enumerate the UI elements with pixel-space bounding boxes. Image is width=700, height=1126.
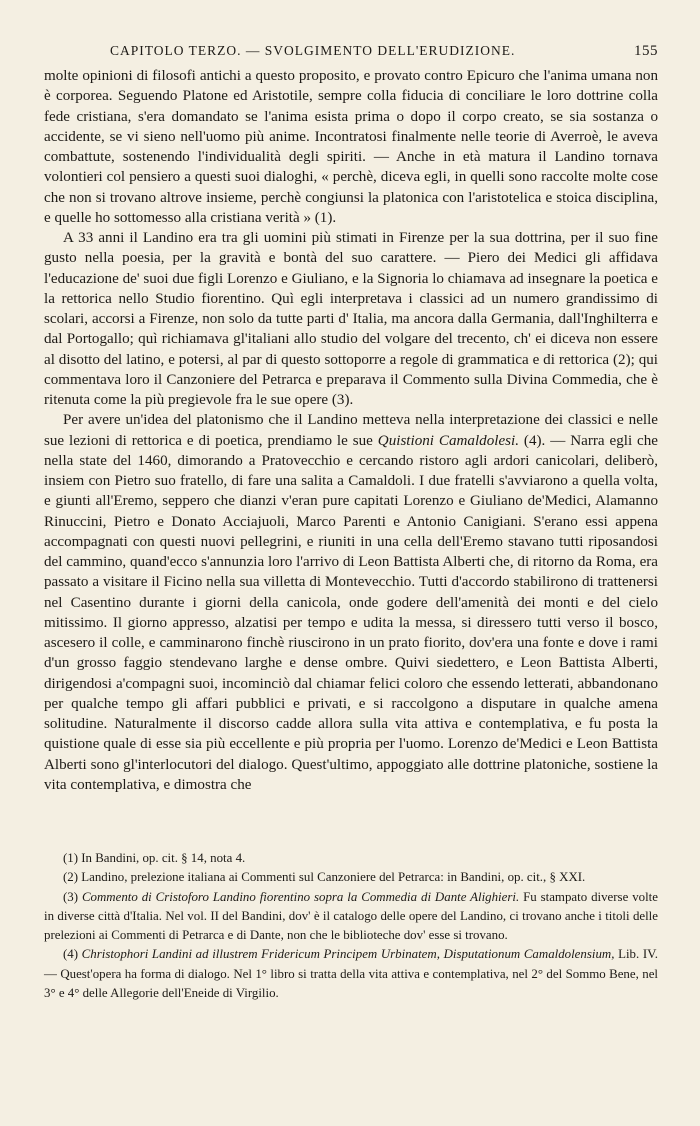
main-text	[44, 66, 658, 795]
paragraph	[44, 66, 658, 228]
paragraph	[44, 228, 658, 410]
footnote-text: (1) In Bandini, op. cit. § 14, nota 4.	[63, 851, 246, 865]
footnote	[44, 868, 658, 887]
footnote-text: (3)	[63, 889, 82, 904]
paragraph-text: A 33 anni il Landino era tra gli uomini più stimati in Firenze per la sua dottrina, per il suo fine gusto nella poesia, per la gravità e bontà del suo carattere. — Piero dei Medici gli affidava l'educazione de' suoi due figli Lorenzo e Giuliano, e la Signoria lo chiamava ad insegnare la poetica e la rettorica nello Studio fiorentino. Quì egli interpretava i classici ad un numero grandissimo di scolari, accorsi a Firenze, non solo da tutte parti d' Italia, ma ancora dalla Germania, dall'Inghilterra e dal Portogallo; quì richiamava gl'italiani allo studio del volgare del trecento, ch' ei diceva non essere al disotto del latino, e potersi, al par di questo sottoporre a regole di grammatica e di rettorica (2); qui commentava loro il Canzoniere del Petrarca e preparava il Commento sulla Divina Commedia, che è ritenuta come la più pregievole fra le sue opere (3).	[44, 230, 658, 408]
footnote-italic-title: Christophori Landini ad illustrem Fridericum Principem Urbinatem, Disputationum Camaldolensium,	[81, 947, 615, 962]
footnote	[44, 888, 658, 946]
footnote-text: Fu stampato diverse volte in diverse città d'Italia. Nel vol. II del Bandini, dov' è il catalogo delle opere del Landino, ci trovano anche i titoli delle prelezioni ai Commenti di Petrarca e di Dante, non che le biblioteche dov' esse si trovano.	[44, 889, 658, 943]
paragraph-text: (4). — Narra egli che nella state del 1460, dimorando a Pratovecchio e cercando ristoro agli ardori canicolari, deliberò, insiem con Pietro suo fratello, di fare una salita a Camaldoli. I due fratelli s'avviarono a quella volta, e giunti all'Eremo, seppero che dianzi v'eran pure capitati Lorenzo e Giuliano de'Medici, Alamanno Rinuccini, Pietro e Donato Acciajuoli, Marco Parenti e Antonio Canigiani. S'erano essi appena accompagnati con questi nuovi pellegrini, e riuniti in una cella dell'Eremo stavano tutti riposandosi del cammino, quand'ecco s'annunzia loro l'arrivo di Leon Battista Alberti che, di ritorno da Roma, era passato a visitare il Ficino nella sua villetta di Montevecchio. Tutti d'accordo stabilirono di trattenersi nel Casentino durante i giorni della canicola, onde godere dell'amenità dei monti e del cielo mitissimo. Il giorno appresso, alzatisi per tempo e udita la messa, si diressero tutti verso il bosco, ascesero il colle, e camminarono finchè riuscirono in un prato fiorito, dov'era una fonte e dove i rami d'un grosso faggio stendevano larghe e dense ombre. Quivi siedettero, e Leon Battista Alberti, dirigendosi a'compagni suoi, incominciò dal chiamar felici coloro che essendo letterati, abbandonano per qualche tempo gli affari pubblici e privati, e si raccolgono a disputare in qualche amena solitudine. Naturalmente il discorso cadde allora sulla vita attiva e contemplativa, e fu posta la quistione quale di esse sia più eccellente e più propria per l'uomo. Lorenzo de'Medici e Leon Battista Alberti sono gl'interlocutori del dialogo. Quest'ultimo, appoggiato alle dottrine platoniche, sostiene la vita contemplativa, e dimostra che	[44, 432, 659, 793]
footnote-text: Lib. IV. — Quest'opera ha forma di dialogo. Nel 1° libro si tratta della vita attiva e contemplativa, nel 2° del Sommo Bene, nel 3° e 4° delle Allegorie dell'Eneide di Virgilio.	[44, 947, 658, 1001]
footnote-text: (4)	[63, 947, 82, 962]
footnote	[44, 945, 658, 1003]
footnotes	[44, 849, 658, 1003]
paragraph-text: molte opinioni di filosofi antichi a questo proposito, e provato contro Epicuro che l'anima umana non è corporea. Seguendo Platone ed Aristotile, sempre colla fiducia di conciliare le loro dottrine colla fede cristiana, s'era domandato se l'anima esista prima o dopo il corpo creato, se sia sostanza o accidente, se vi sieno nell'uomo più anime. Incontratosi finalmente nelle teorie di Averroè, le aveva combattute, sostenendo l'individualità degli spiriti. — Anche in età matura il Landino tornava volontieri col pensiero a questi suoi dialoghi, « perchè, diceva egli, in quelli sono raccolte molte cose che non si trovano altrove insieme, perchè congiunsi la platonica con l'aristotelica e stoica disciplina, e quelle ho sottomesso alla cristiana verità » (1).	[44, 68, 658, 226]
footnote	[44, 849, 658, 868]
page-number: 155	[634, 43, 658, 59]
footnote-italic-title: Commento di Cristoforo Landino fiorentino sopra la Commedia di Dante Alighieri.	[81, 889, 520, 904]
paragraph-text: Per avere un'idea del platonismo che il Landino metteva nella interpretazione dei classici e nelle sue lezioni di rettorica e di poetica, prendiamo le sue	[44, 412, 658, 449]
footnote-text: (2) Landino, prelezione italiana ai Commenti sul Canzoniere del Petrarca: in Bandini, op. cit., § XXI.	[63, 870, 586, 885]
chapter-title: CAPITOLO TERZO. — SVOLGIMENTO DELL'ERUDIZIONE.	[110, 43, 516, 58]
running-header	[0, 43, 700, 63]
italic-title: Quistioni Camaldolesi.	[377, 432, 519, 449]
paragraph	[44, 410, 658, 795]
